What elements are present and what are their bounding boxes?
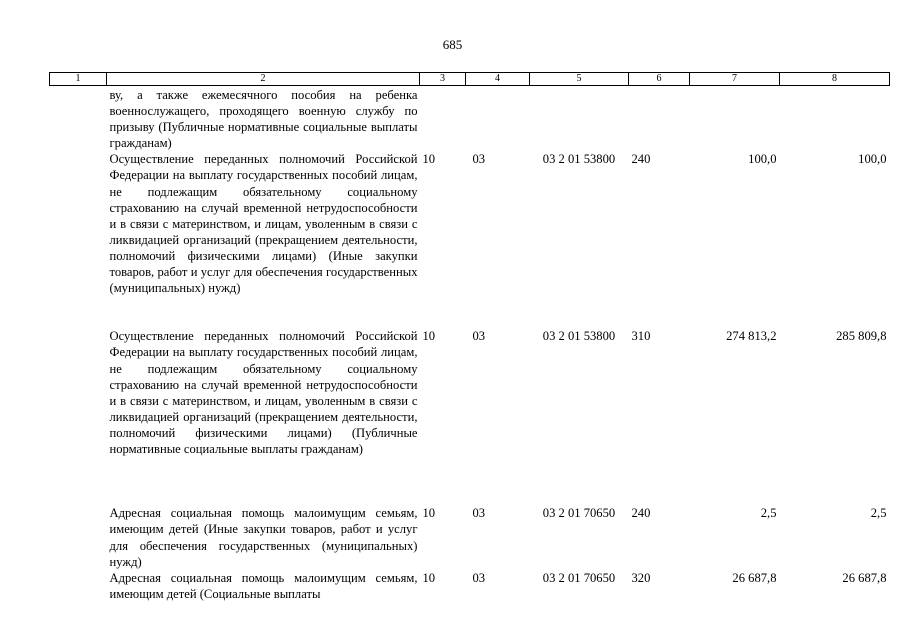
column-header: 7: [690, 73, 780, 86]
amount-year1-cell: 274 813,2: [726, 329, 777, 344]
column-header: 3: [420, 73, 466, 86]
budget-table: [49, 72, 890, 604]
amount-year2-cell: 26 687,8: [842, 570, 887, 585]
table-row: [50, 328, 890, 505]
column-header: 1: [50, 73, 107, 86]
column-header: 4: [466, 73, 530, 86]
subsection-code-cell: 03: [472, 329, 486, 344]
target-article-cell: [530, 86, 629, 152]
section-code-cell: 10: [422, 506, 436, 521]
expense-type-cell: 310: [631, 329, 651, 344]
description-cell: Осуществление переданных полномочий Российской Федерации на выплату государственных пособий лицам, не подлежащим обязательному социальному страхованию на случай временной нетрудоспособности и в связи с материнством, и лицам, уволенным в связи с ликвидацией организаций (прекращением деятельности, полномочий физическими лицами) (Публичные нормативные социальные выплаты гражданам): [109, 329, 418, 457]
amount-year1-cell: 100,0: [748, 152, 777, 167]
subsection-code-cell: 03: [472, 506, 486, 521]
table-row: [50, 151, 890, 328]
row-number-cell: [50, 505, 107, 569]
amount-year1-cell: [690, 86, 780, 152]
target-article-cell: 03 2 01 53800: [542, 152, 616, 167]
section-code-cell: [420, 86, 466, 152]
table-row: [50, 505, 890, 569]
column-header: 2: [107, 73, 420, 86]
expense-type-cell: 240: [631, 506, 651, 521]
target-article-cell: 03 2 01 70650: [542, 570, 616, 585]
amount-year2-cell: 100,0: [858, 152, 887, 167]
table-row: [50, 570, 890, 604]
row-number-cell: [50, 328, 107, 505]
target-article-cell: 03 2 01 70650: [542, 506, 616, 521]
amount-year1-cell: 26 687,8: [732, 570, 777, 585]
target-article-cell: 03 2 01 53800: [542, 329, 616, 344]
section-code-cell: 10: [422, 152, 436, 167]
amount-year2-cell: 2,5: [870, 506, 887, 521]
description-cell: ву, а также ежемесячного пособия на ребенка военнослужащего, проходящего военную службу по призыву (Публичные нормативные социальные выплаты гражданам): [109, 88, 418, 151]
row-number-cell: [50, 151, 107, 328]
subsection-code-cell: 03: [472, 570, 486, 585]
section-code-cell: 10: [422, 329, 436, 344]
subsection-code-cell: [466, 86, 530, 152]
description-cell: Адресная социальная помощь малоимущим семьям, имеющим детей (Социальные выплаты: [109, 570, 418, 601]
column-header: 5: [530, 73, 629, 86]
description-cell: Адресная социальная помощь малоимущим семьям, имеющим детей (Иные закупки товаров, работ и услуг для обеспечения государственных (муниципальных) нужд): [109, 506, 418, 569]
section-code-cell: 10: [422, 570, 436, 585]
expense-type-cell: 240: [631, 152, 651, 167]
table-row: [50, 86, 890, 152]
amount-year1-cell: 2,5: [760, 506, 777, 521]
column-header: 6: [629, 73, 690, 86]
subsection-code-cell: 03: [472, 152, 486, 167]
column-number-header: [50, 73, 890, 86]
expense-type-cell: [629, 86, 690, 152]
expense-type-cell: 320: [631, 570, 651, 585]
column-header: 8: [780, 73, 890, 86]
description-cell: Осуществление переданных полномочий Российской Федерации на выплату государственных пособий лицам, не подлежащим обязательному социальному страхованию на случай временной нетрудоспособности и в связи с материнством, и лицам, уволенным в связи с ликвидацией организаций (прекращением деятельности, полномочий физическими лицами) (Иные закупки товаров, работ и услуг для обеспечения государственных (муниципальных) нужд): [109, 152, 418, 296]
row-number-cell: [50, 86, 107, 152]
page-number: 685: [442, 37, 463, 52]
row-number-cell: [50, 570, 107, 604]
amount-year2-cell: 285 809,8: [836, 329, 887, 344]
amount-year2-cell: [780, 86, 890, 152]
